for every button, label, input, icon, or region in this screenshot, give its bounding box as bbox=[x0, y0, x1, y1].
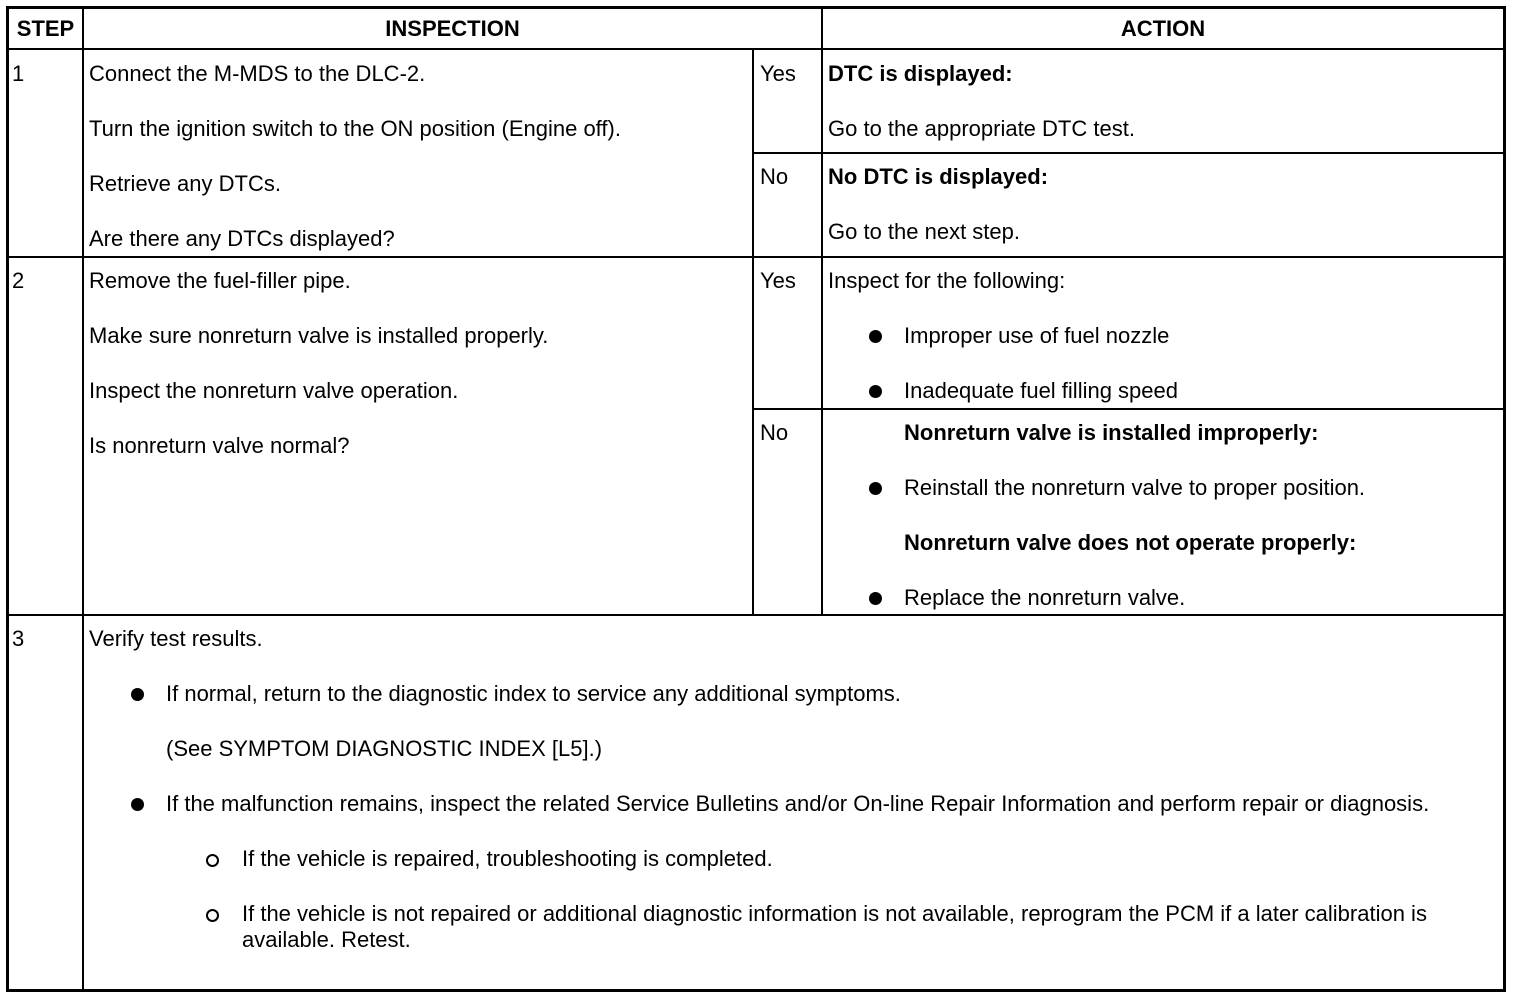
action-column-divider bbox=[821, 9, 823, 615]
action-title: No DTC is displayed: bbox=[828, 164, 1049, 189]
row2-yes-no-divider bbox=[752, 408, 1503, 410]
header-divider bbox=[9, 48, 1503, 50]
inspection-cell bbox=[89, 61, 749, 252]
header-inspection: INSPECTION bbox=[385, 16, 520, 41]
step-number: 2 bbox=[12, 268, 25, 293]
reference-text: (See SYMPTOM DIAGNOSTIC INDEX [L5].) bbox=[166, 736, 603, 761]
row2-divider bbox=[9, 614, 1503, 616]
bullet-item: Reinstall the nonreturn valve to proper position. bbox=[868, 475, 1498, 501]
inspection-line: Inspect the nonreturn valve operation. bbox=[89, 378, 459, 403]
action-yes-cell bbox=[828, 268, 1498, 404]
bullet-item: Inadequate fuel filling speed bbox=[868, 378, 1498, 404]
action-title: Nonreturn valve does not operate properly: bbox=[904, 530, 1357, 555]
header-action: ACTION bbox=[1120, 16, 1206, 41]
inspection-line: Connect the M-MDS to the DLC-2. bbox=[89, 61, 426, 86]
bullet-item: Improper use of fuel nozzle bbox=[868, 323, 1498, 349]
verify-cell bbox=[89, 626, 1489, 953]
sub-bullet-item: If the vehicle is not repaired or additional diagnostic information is not available, reprogram the PCM if a later calibration is available. Retest. bbox=[206, 901, 1482, 953]
bullet-item: If normal, return to the diagnostic index to service any additional symptoms. bbox=[130, 681, 1489, 707]
sub-bullet-item: If the vehicle is repaired, troubleshooting is completed. bbox=[206, 846, 1489, 872]
bullet-item: Replace the nonreturn valve. bbox=[868, 585, 1498, 611]
row1-yes-no-divider bbox=[752, 152, 1503, 154]
inspection-line: Remove the fuel-filler pipe. bbox=[89, 268, 351, 293]
action-no-cell bbox=[828, 420, 1498, 611]
action-text: Go to the appropriate DTC test. bbox=[828, 116, 1135, 141]
action-yes-cell bbox=[828, 61, 1498, 142]
no-label: No bbox=[760, 164, 789, 189]
inspection-cell bbox=[89, 268, 749, 459]
no-label: No bbox=[760, 420, 789, 445]
header-step: STEP bbox=[16, 16, 75, 41]
diagnostic-table bbox=[6, 6, 1506, 992]
action-title: Nonreturn valve is installed improperly: bbox=[904, 420, 1319, 445]
inspection-line: Make sure nonreturn valve is installed properly. bbox=[89, 323, 549, 348]
row1-divider bbox=[9, 256, 1503, 258]
verify-text: Verify test results. bbox=[89, 626, 263, 651]
yes-label: Yes bbox=[760, 268, 796, 293]
answer-column-divider bbox=[752, 48, 754, 615]
inspection-line: Is nonreturn valve normal? bbox=[89, 433, 350, 458]
action-title: DTC is displayed: bbox=[828, 61, 1013, 86]
yes-label: Yes bbox=[760, 61, 796, 86]
step-column-divider bbox=[82, 9, 84, 989]
inspection-line: Turn the ignition switch to the ON position (Engine off). bbox=[89, 116, 621, 141]
bullet-item: If the malfunction remains, inspect the related Service Bulletins and/or On-line Repair Information and perform repair or diagnosis. bbox=[130, 791, 1456, 817]
inspection-line: Are there any DTCs displayed? bbox=[89, 226, 395, 251]
action-text: Inspect for the following: bbox=[828, 268, 1066, 293]
action-text: Go to the next step. bbox=[828, 219, 1021, 244]
step-number: 1 bbox=[12, 61, 25, 86]
action-no-cell bbox=[828, 164, 1498, 245]
step-number: 3 bbox=[12, 626, 25, 651]
inspection-line: Retrieve any DTCs. bbox=[89, 171, 281, 196]
